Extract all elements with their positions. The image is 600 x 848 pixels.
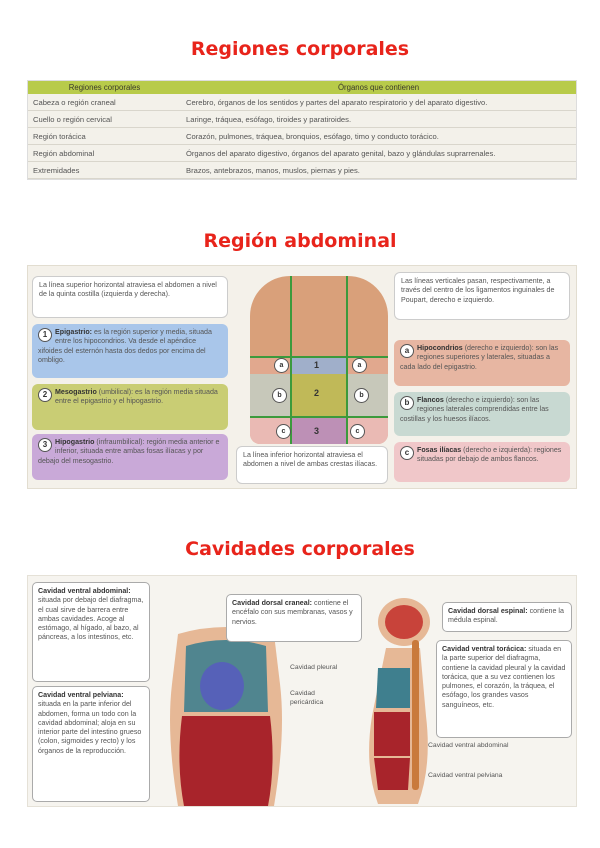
- region-cell: Región abdominal: [28, 145, 181, 162]
- hipogastrio-box: [32, 434, 228, 480]
- organs-cell: Corazón, pulmones, tráquea, bronquios, esófago, timo y conducto torácico.: [181, 128, 576, 145]
- thoracic-cavity-shape: [376, 668, 410, 708]
- dorsal-craneal-box: [226, 594, 362, 642]
- cranial-cavity-shape: [385, 605, 423, 639]
- region-cell: Cuello o región cervical: [28, 111, 181, 128]
- torso-label-2: 2: [314, 388, 320, 398]
- hipogastrio-text: (infraumbilical): región media anterior e inferior, situada entre ambas fosas ilíacas y por debajo del mesogastrio.: [38, 438, 220, 465]
- fosas-term: Fosas ilíacas: [417, 446, 462, 454]
- ventral-toracica-box: [436, 640, 572, 738]
- flancos-box: [394, 392, 570, 436]
- fosas-text: (derecho e izquierda): regiones situadas por debajo de ambos flancos.: [417, 446, 562, 464]
- abdominal-figure: [27, 265, 577, 489]
- organs-cell: Laringe, tráquea, esófago, tiroides y paratiroides.: [181, 111, 576, 128]
- ventral-pelviana-text: situada en la parte inferior del abdomen, forma un todo con la cavidad abdominal; aloja en su interior parte del intestino grueso (colon, sigmoides y recto) y los órganos de la reproducción.: [38, 700, 142, 755]
- ventral-toracica-term: Cavidad ventral torácica:: [442, 645, 527, 653]
- organs-cell: Órganos del aparato digestivo, órganos del aparato genital, bazo y glándulas suprarrenales.: [181, 145, 576, 162]
- organs-cell: Cerebro, órganos de los sentidos y partes del aparato respiratorio y del aparato digestivo.: [181, 94, 576, 111]
- region-cell: Extremidades: [28, 162, 181, 179]
- torso-label-a-left: a: [274, 358, 289, 373]
- marker-c: c: [400, 446, 414, 460]
- table-row: [28, 145, 576, 162]
- pericardic-label: Cavidad pericárdica: [290, 690, 324, 706]
- epigastrio-box: [32, 324, 228, 378]
- abdominal-side-shape: [374, 712, 410, 756]
- lower-line-note: La línea inferior horizontal atraviesa el abdomen a nivel de ambas crestas ilíacas.: [236, 446, 388, 484]
- pericardial-cavity-shape: [200, 662, 244, 710]
- front-torso-illustration: [156, 624, 296, 806]
- dorsal-espinal-text: contiene la médula espinal.: [448, 607, 564, 625]
- vertical-line-left: [290, 276, 292, 444]
- ventral-abdominal-text: situada por debajo del diafragma, el cual sirve de barrera entre ambas cavidades. Acoge al estómago, al hígado, al bazo, al páncreas, a los intestinos, etc.: [38, 596, 144, 642]
- cavities-figure: [27, 575, 577, 807]
- spinal-cavity-shape: [412, 640, 419, 790]
- cavities-title: Cavidades corporales: [185, 538, 415, 560]
- hipocondrios-box: [394, 340, 570, 386]
- dorsal-craneal-text: contiene el encéfalo con sus membranas, vasos y nervios.: [232, 599, 353, 626]
- marker-b: b: [400, 396, 414, 410]
- torso-label-1: 1: [314, 360, 320, 370]
- abdominal-title: Región abdominal: [203, 230, 397, 252]
- vertical-lines-note: Las líneas verticales pasan, respectivamente, a través del centro de los ligamentos inguinales de Poupart, derecho e izquierdo.: [394, 272, 570, 320]
- region-cell: Cabeza o región craneal: [28, 94, 181, 111]
- dorsal-craneal-term: Cavidad dorsal craneal:: [232, 599, 313, 607]
- marker-3: 3: [38, 438, 52, 452]
- table-header-regions: Regiones corporales: [28, 81, 181, 94]
- epigastrio-text: es la región superior y media, situada entre los hipocondrios. Va desde el apéndice xifoides del esternón hasta dos dedos por encima del ombligo.: [38, 328, 212, 364]
- pleural-label: Cavidad pleural: [290, 664, 338, 671]
- upper-horizontal-line: [250, 356, 388, 358]
- mesogastrio-box: [32, 384, 228, 430]
- ventral-toracica-text: situada en la parte superior del diafragma, contiene la cavidad pleural y la cavidad torácica, que a su vez contienen los pulmones, el corazón, la tráquea, el esófago, los grandes vasos sanguíneos, etc.: [442, 645, 566, 709]
- marker-a: a: [400, 344, 414, 358]
- hipocondrios-term: Hipocondrios: [417, 344, 463, 352]
- abdominal-cavity-shape: [179, 716, 272, 806]
- dorsal-espinal-box: [442, 602, 572, 632]
- fosas-box: [394, 442, 570, 482]
- regions-title: Regiones corporales: [190, 38, 410, 60]
- torso-label-3: 3: [314, 426, 320, 436]
- ventral-pelviana-term: Cavidad ventral pelviana:: [38, 691, 124, 699]
- vertical-line-right: [346, 276, 348, 444]
- abdominal-cavity-label: Cavidad ventral abdominal: [428, 742, 509, 749]
- mesogastrio-term: Mesogastrio: [55, 388, 97, 396]
- marker-1: 1: [38, 328, 52, 342]
- torso-label-c-right: c: [350, 424, 365, 439]
- ventral-abdominal-term: Cavidad ventral abdominal:: [38, 587, 131, 595]
- region-cell: Región torácica: [28, 128, 181, 145]
- epigastrio-term: Epigastrio:: [55, 328, 93, 336]
- torso-label-b-right: b: [354, 388, 369, 403]
- table-row: [28, 162, 576, 179]
- ventral-abdominal-box: [32, 582, 150, 682]
- marker-2: 2: [38, 388, 52, 402]
- mesogastrio-text: (umbilical): es la región media situada entre el epigastrio y el hipogastrio.: [55, 388, 218, 406]
- torso-label-a-right: a: [352, 358, 367, 373]
- hipogastrio-term: Hipogastrio: [55, 438, 95, 446]
- pelvic-cavity-label: Cavidad ventral pelviana: [428, 772, 503, 779]
- upper-line-note: La línea superior horizontal atraviesa el abdomen a nivel de la quinta costilla (izquierda y derecha).: [32, 276, 228, 318]
- hipocondrios-text: (derecho e izquierdo): son las regiones superiores y laterales, situadas a cada lado del epigastrio.: [400, 344, 559, 371]
- regions-table: [27, 80, 577, 180]
- table-row: [28, 128, 576, 145]
- ventral-pelviana-box: [32, 686, 150, 802]
- pelvic-side-shape: [374, 758, 410, 790]
- table-row: [28, 94, 576, 111]
- flancos-term: Flancos: [417, 396, 444, 404]
- lower-horizontal-line: [250, 416, 388, 418]
- table-row: [28, 111, 576, 128]
- torso-illustration: [250, 276, 388, 444]
- torso-label-c-left: c: [276, 424, 291, 439]
- torso-label-b-left: b: [272, 388, 287, 403]
- table-header-organs: Órganos que contienen: [181, 81, 576, 94]
- flancos-text: (derecho e izquierdo): son las regiones laterales comprendidas entre las costillas y los huesos ilíacos.: [400, 396, 549, 423]
- dorsal-espinal-term: Cavidad dorsal espinal:: [448, 607, 528, 615]
- organs-cell: Brazos, antebrazos, manos, muslos, piernas y pies.: [181, 162, 576, 179]
